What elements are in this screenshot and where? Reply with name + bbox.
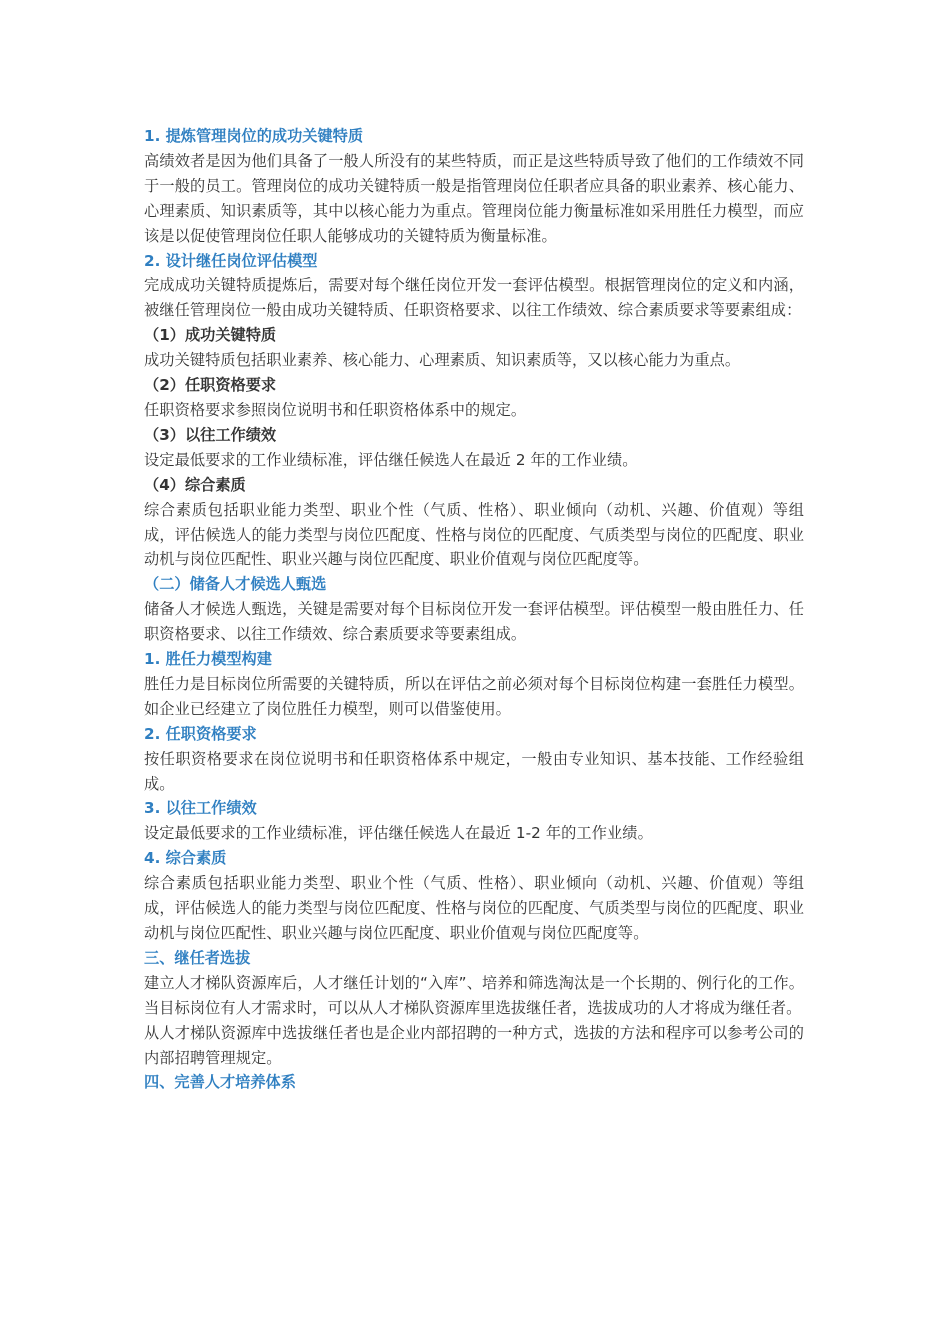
paragraph: 设定最低要求的工作业绩标准，评估继任候选人在最近 1-2 年的工作业绩。 xyxy=(144,824,653,843)
section-heading: 3. 以往工作绩效 xyxy=(144,799,257,818)
paragraph: 任职资格要求参照岗位说明书和任职资格体系中的规定。 xyxy=(144,400,527,419)
paragraph: 建立人才梯队资源库后，人才继任计划的“入库”、培养和筛选淘汰是一个长期的、例行化的工作。当目标岗位有人才需求时，可以从人才梯队资源库里选拔继任者，选拔成功的人才将成为继任者。 xyxy=(144,973,804,1017)
paragraph: 从人才梯队资源库中选拔继任者也是企业内部招聘的一种方式，选拔的方法和程序可以参考公司的内部招聘管理规定。 xyxy=(144,1023,804,1067)
subsection-heading: （1）成功关键特质 xyxy=(144,326,277,345)
paragraph: 综合素质包括职业能力类型、职业个性（气质、性格）、职业倾向（动机、兴趣、价值观）等组成，评估候选人的能力类型与岗位匹配度、性格与岗位的匹配度、气质类型与岗位的匹配度、职业动机与岗位匹配性、职业兴趣与岗位匹配度、职业价值观与岗位匹配度等。 xyxy=(144,874,804,942)
section-heading: 1. 提炼管理岗位的成功关键特质 xyxy=(144,127,364,145)
paragraph: 储备人才候选人甄选，关键是需要对每个目标岗位开发一套评估模型。评估模型一般由胜任力、任职资格要求、以往工作绩效、综合素质要求等要素组成。 xyxy=(144,600,804,644)
document-page xyxy=(144,124,804,1095)
paragraph: 按任职资格要求在岗位说明书和任职资格体系中规定，一般由专业知识、基本技能、工作经验组成。 xyxy=(144,749,804,793)
section-heading: （二）储备人才候选人甄选 xyxy=(144,575,327,594)
section-heading: 4. 综合素质 xyxy=(144,849,227,868)
section-heading: 2. 设计继任岗位评估模型 xyxy=(144,251,318,270)
section-heading: 2. 任职资格要求 xyxy=(144,724,257,743)
subsection-heading: （4）综合素质 xyxy=(144,475,246,494)
paragraph: 设定最低要求的工作业绩标准，评估继任候选人在最近 2 年的工作业绩。 xyxy=(144,450,638,469)
subsection-heading: （2）任职资格要求 xyxy=(144,376,277,395)
paragraph: 完成成功关键特质提炼后，需要对每个继任岗位开发一套评估模型。根据管理岗位的定义和内涵，被继任管理岗位一般由成功关键特质、任职资格要求、以往工作绩效、综合素质要求等要素组成： xyxy=(144,276,804,320)
paragraph: 胜任力是目标岗位所需要的关键特质，所以在评估之前必须对每个目标岗位构建一套胜任力模型。如企业已经建立了岗位胜任力模型，则可以借鉴使用。 xyxy=(144,674,804,718)
paragraph: 成功关键特质包括职业素养、核心能力、心理素质、知识素质等，又以核心能力为重点。 xyxy=(144,351,741,370)
section-heading: 1. 胜任力模型构建 xyxy=(144,650,272,669)
subsection-heading: （3）以往工作绩效 xyxy=(144,425,277,444)
section-heading: 三、继任者选拔 xyxy=(144,948,251,967)
paragraph: 高绩效者是因为他们具备了一般人所没有的某些特质，而正是这些特质导致了他们的工作绩效不同于一般的员工。管理岗位的成功关键特质一般是指管理岗位任职者应具备的职业素养、核心能力、心理素质、知识素质等，其中以核心能力为重点。管理岗位能力衡量标准如采用胜任力模型，而应该是以促使管理岗位任职人能够成功的关键特质为衡量标准。 xyxy=(144,151,804,245)
section-heading: 四、完善人才培养体系 xyxy=(144,1073,296,1092)
paragraph: 综合素质包括职业能力类型、职业个性（气质、性格）、职业倾向（动机、兴趣、价值观）等组成，评估候选人的能力类型与岗位匹配度、性格与岗位的匹配度、气质类型与岗位的匹配度、职业动机与岗位匹配性、职业兴趣与岗位匹配度、职业价值观与岗位匹配度等。 xyxy=(144,500,804,569)
